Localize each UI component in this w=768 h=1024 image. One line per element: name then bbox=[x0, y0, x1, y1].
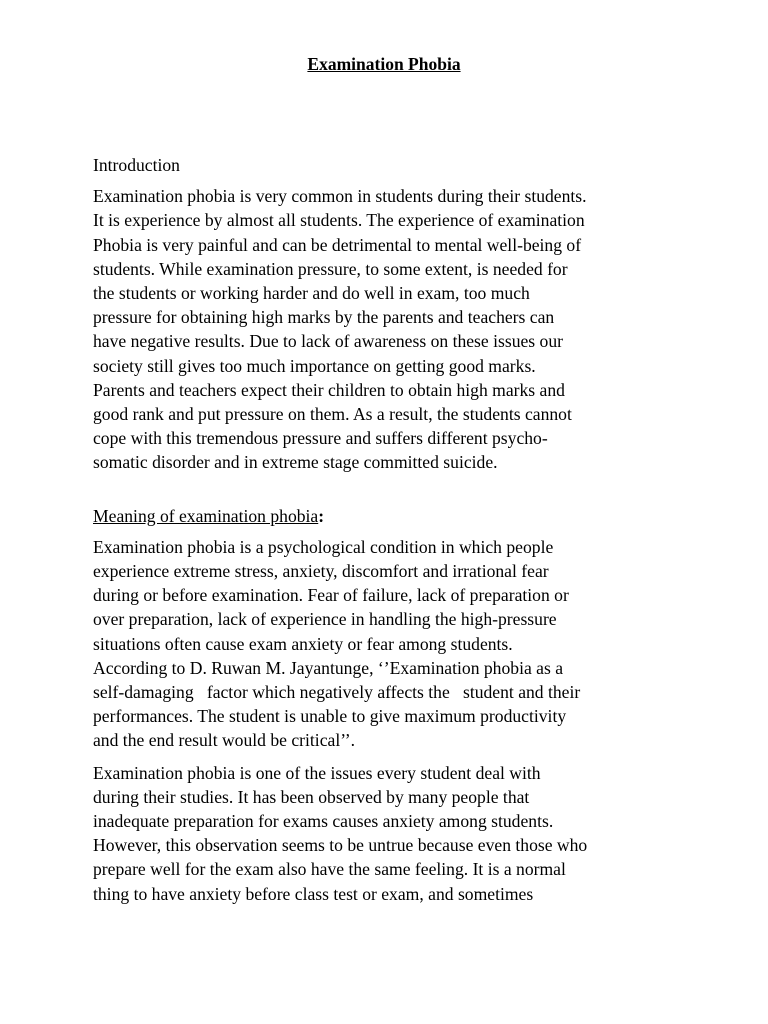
text-line: during or before examination. Fear of failure, lack of preparation or bbox=[93, 585, 569, 606]
text-line: thing to have anxiety before class test or exam, and sometimes bbox=[93, 883, 534, 904]
text-line: experience extreme stress, anxiety, discomfort and irrational fear bbox=[93, 561, 549, 582]
text-line: performances. The student is unable to give maximum productivity bbox=[93, 706, 567, 727]
text-line: Examination phobia is one of the issues every student deal with bbox=[93, 762, 541, 783]
text-line: inadequate preparation for exams causes anxiety among students. bbox=[93, 811, 554, 832]
introduction-heading: Introduction bbox=[93, 155, 180, 175]
text-line: students. While examination pressure, to some extent, is needed for bbox=[93, 258, 568, 279]
text-line: during their studies. It has been observed by many people that bbox=[93, 786, 530, 807]
text-line: pressure for obtaining high marks by the parents and teachers can bbox=[93, 307, 555, 328]
text-line: cope with this tremendous pressure and suffers different psycho- bbox=[93, 428, 548, 449]
text-line: Parents and teachers expect their children to obtain high marks and bbox=[93, 379, 565, 400]
text-line: somatic disorder and in extreme stage committed suicide. bbox=[93, 452, 498, 473]
text-line: It is experience by almost all students. The experience of examination bbox=[93, 210, 585, 231]
text-line: society still gives too much importance on getting good marks. bbox=[93, 355, 536, 376]
text-line: According to D. Ruwan M. Jayantunge, ‘’Examination phobia as a bbox=[93, 657, 564, 678]
paragraph-spacer bbox=[93, 753, 693, 761]
meaning-paragraph-1 bbox=[93, 535, 693, 753]
text-line: have negative results. Due to lack of awareness on these issues our bbox=[93, 331, 563, 352]
text-line: prepare well for the exam also have the same feeling. It is a normal bbox=[93, 859, 566, 880]
introduction-paragraph bbox=[93, 184, 693, 474]
document-title: Examination Phobia bbox=[307, 54, 461, 74]
text-line: and the end result would be critical’’. bbox=[93, 730, 356, 751]
meaning-heading-text: Meaning of examination phobia bbox=[93, 505, 319, 526]
text-line: good rank and put pressure on them. As a result, the students cannot bbox=[93, 404, 572, 425]
text-line: situations often cause exam anxiety or fear among students. bbox=[93, 633, 513, 654]
document-body bbox=[93, 153, 693, 906]
meaning-heading-colon: : bbox=[318, 505, 325, 526]
text-line: However, this observation seems to be untrue because even those who bbox=[93, 835, 588, 856]
section-spacer bbox=[93, 475, 693, 504]
text-line: the students or working harder and do well in exam, too much bbox=[93, 283, 530, 304]
text-line: over preparation, lack of experience in handling the high-pressure bbox=[93, 609, 557, 630]
meaning-paragraph-2 bbox=[93, 761, 693, 906]
meaning-heading bbox=[93, 504, 693, 528]
text-line: Examination phobia is a psychological condition in which people bbox=[93, 536, 554, 557]
text-line: self-damaging factor which negatively affects the student and their bbox=[93, 682, 581, 703]
text-line: Phobia is very painful and can be detrimental to mental well-being of bbox=[93, 234, 582, 255]
text-line: Examination phobia is very common in students during their students. bbox=[93, 186, 587, 207]
